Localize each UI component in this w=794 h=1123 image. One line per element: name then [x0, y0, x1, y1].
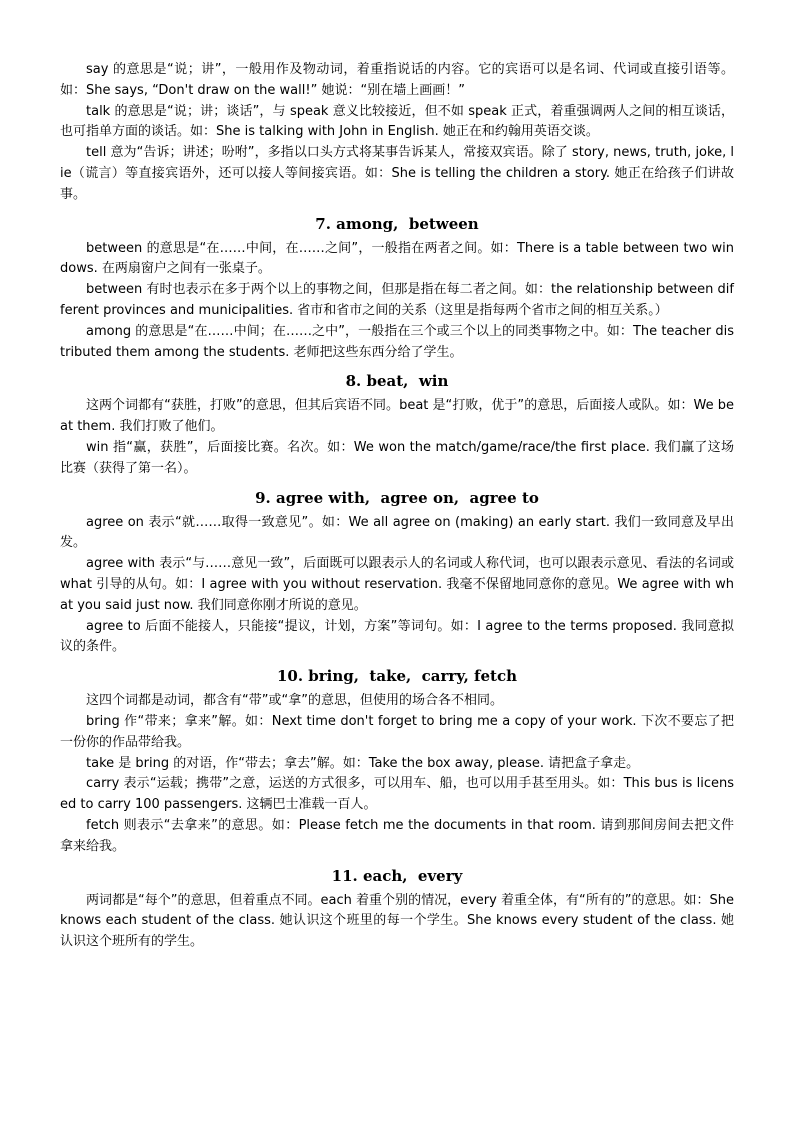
- section-heading-each-every: 11. each, every: [331, 866, 463, 885]
- paragraph-talk: talk 的意思是“说；讲；谈话”，与 speak 意义比较接近，但不如 speak 正式，着重强调两人之间的相互谈话，也可指单方面的谈话。如：She is talking with John in English. 她正在和约翰用英语交谈。: [60, 103, 734, 140]
- paragraph-beat: 这两个词都有“获胜，打败”的意思，但其后宾语不同。beat 是“打败，优于”的意思，后面接人或队。如：We beat them. 我们打败了他们。: [60, 398, 734, 435]
- document-page: [60, 60, 734, 953]
- section-heading-beat-win: 8. beat, win: [345, 372, 449, 391]
- paragraph-intro-four-verbs: 这四个词都是动词，都含有“带”或“拿”的意思，但使用的场合各不相同。: [86, 693, 503, 709]
- paragraph-among: among 的意思是“在……中间；在……之中”，一般指在三个或三个以上的同类事物之中。如：The teacher distributed them among the students. 老师把这些东西分给了学生。: [60, 323, 734, 360]
- paragraph-carry: carry 表示“运载；携带”之意，运送的方式很多，可以用车、船，也可以用手甚至用头。如：This bus is licensed to carry 100 passengers. 这辆巴士准载一百人。: [60, 776, 734, 813]
- paragraph-say: say 的意思是“说；讲”，一般用作及物动词，着重指说话的内容。它的宾语可以是名词、代词或直接引语等。如：She says, “Don't draw on the wall!” 她说：“别在墙上画画！”: [60, 62, 734, 98]
- paragraph-take: take 是 bring 的对语，作“带去；拿去”解。如：Take the box away, please. 请把盒子拿走。: [86, 755, 640, 771]
- section-heading-bring-take-carry-fetch: 10. bring, take, carry, fetch: [276, 667, 518, 686]
- paragraph-each-every: 两词都是“每个”的意思，但着重点不同。each 着重个别的情况，every 着重全体，有“所有的”的意思。如：She knows each student of the class. 她认识这个班里的每一个学生。She knows every student of the class. 她认识这个班所有的学生。: [60, 892, 734, 950]
- paragraph-between-2: between 有时也表示在多于两个以上的事物之间，但那是指在每二者之间。如：the relationship between different provinces and municipalities. 省市和省市之间的关系（这里是指每两个省市之间的相互关系。）: [60, 282, 734, 318]
- paragraph-bring: bring 作“带来；拿来”解。如：Next time don't forget to bring me a copy of your work. 下次不要忘了把一份你的作品带给我。: [60, 713, 734, 750]
- paragraph-agree-on: agree on 表示“就……取得一致意见”。如：We all agree on (making) an early start. 我们一致同意及早出发。: [60, 514, 734, 551]
- paragraph-win: win 指“赢，获胜”，后面接比赛。名次。如：We won the match/game/race/the first place. 我们赢了这场比赛（获得了第一名）。: [60, 439, 734, 476]
- paragraph-between-1: between 的意思是“在……中间，在……之间”，一般指在两者之间。如：There is a table between two windows. 在两扇窗户之间有一张桌子。: [60, 240, 734, 277]
- section-heading-agree: 9. agree with, agree on, agree to: [255, 488, 539, 507]
- paragraph-agree-to: agree to 后面不能接人，只能接“提议，计划，方案”等词句。如：I agree to the terms proposed. 我同意拟议的条件。: [60, 618, 734, 655]
- section-heading-among-between: 7. among, between: [315, 214, 479, 233]
- paragraph-tell: tell 意为“告诉；讲述；吩咐”，多指以口头方式将某事告诉某人，常接双宾语。除了 story, news, truth, joke, lie（谎言）等直接宾语外，还可以接人等间接宾语。如：She is telling the children a story. 她正在给孩子们讲故事。: [60, 145, 734, 202]
- paragraph-fetch: fetch 则表示“去拿来”的意思。如：Please fetch me the documents in that room. 请到那间房间去把文件拿来给我。: [60, 817, 734, 854]
- paragraph-agree-with: agree with 表示“与……意见一致”，后面既可以跟表示人的名词或人称代词，也可以跟表示意见、看法的名词或 what 引导的从句。如：I agree with you without reservation. 我毫不保留地同意你的意见。We agree with what you said just now. 我们同意你刚才所说的意见。: [60, 556, 734, 613]
